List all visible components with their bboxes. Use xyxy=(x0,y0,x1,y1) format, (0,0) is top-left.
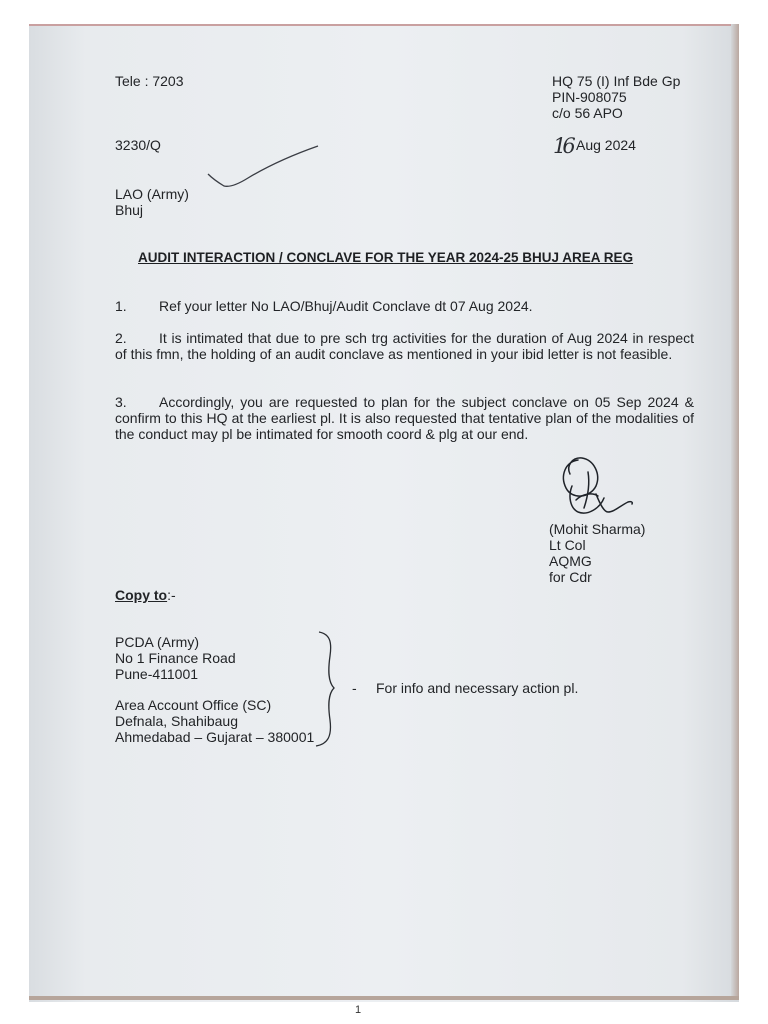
paragraph-text: It is intimated that due to pre sch trg activities for the duration of Aug 2024 in respect of this fmn, the holding of an audit conclave as mentioned in your ibid letter is not feasible. xyxy=(115,330,694,362)
recipient-2-line-2: Defnala, Shahibaug xyxy=(115,713,238,729)
paragraph-text: Ref your letter No LAO/Bhuj/Audit Conclave dt 07 Aug 2024. xyxy=(159,298,533,314)
subject-line: AUDIT INTERACTION / CONCLAVE FOR THE YEAR 2024-25 BHUJ AREA REG xyxy=(138,250,634,265)
recipient-1-line-1: PCDA (Army) xyxy=(115,634,199,650)
action-dash: - xyxy=(352,680,357,696)
sender-unit: HQ 75 (I) Inf Bde Gp xyxy=(552,73,681,89)
recipient-2-line-3: Ahmedabad – Gujarat – 380001 xyxy=(115,729,315,745)
file-reference: 3230/Q xyxy=(115,137,161,153)
signatory-name: (Mohit Sharma) xyxy=(549,521,646,537)
date-day-handwritten: 16 xyxy=(553,134,572,158)
sender-apo: c/o 56 APO xyxy=(552,105,623,121)
copy-to-label: Copy to xyxy=(115,587,168,603)
signatory-appointment: AQMG xyxy=(549,553,592,569)
date-month-year: Aug 2024 xyxy=(576,137,636,153)
signatory-rank: Lt Col xyxy=(549,537,586,553)
recipient-1-line-3: Pune-411001 xyxy=(115,666,199,682)
paragraph-number: 2. xyxy=(115,330,127,346)
copy-to-suffix: :- xyxy=(167,587,176,603)
signatory-for: for Cdr xyxy=(549,569,592,585)
addressee-station: Bhuj xyxy=(115,202,144,218)
addressee-office: LAO (Army) xyxy=(115,186,189,202)
sender-pin: PIN-908075 xyxy=(552,89,627,105)
page-number: 1 xyxy=(355,1004,362,1016)
recipient-1-line-2: No 1 Finance Road xyxy=(115,650,236,666)
telephone: Tele : 7203 xyxy=(115,73,184,89)
recipient-2-line-1: Area Account Office (SC) xyxy=(115,697,272,713)
paragraph-number: 3. xyxy=(115,394,127,410)
paragraph-text: Accordingly, you are requested to plan for the subject conclave on 05 Sep 2024 & confirm to this HQ at the earliest pl. It is also requested that tentative plan of the modalities of the conduct may pl be intimated for smooth coord & plg at our end. xyxy=(115,394,694,442)
paragraph-number: 1. xyxy=(115,298,127,314)
action-note: For info and necessary action pl. xyxy=(376,680,579,696)
